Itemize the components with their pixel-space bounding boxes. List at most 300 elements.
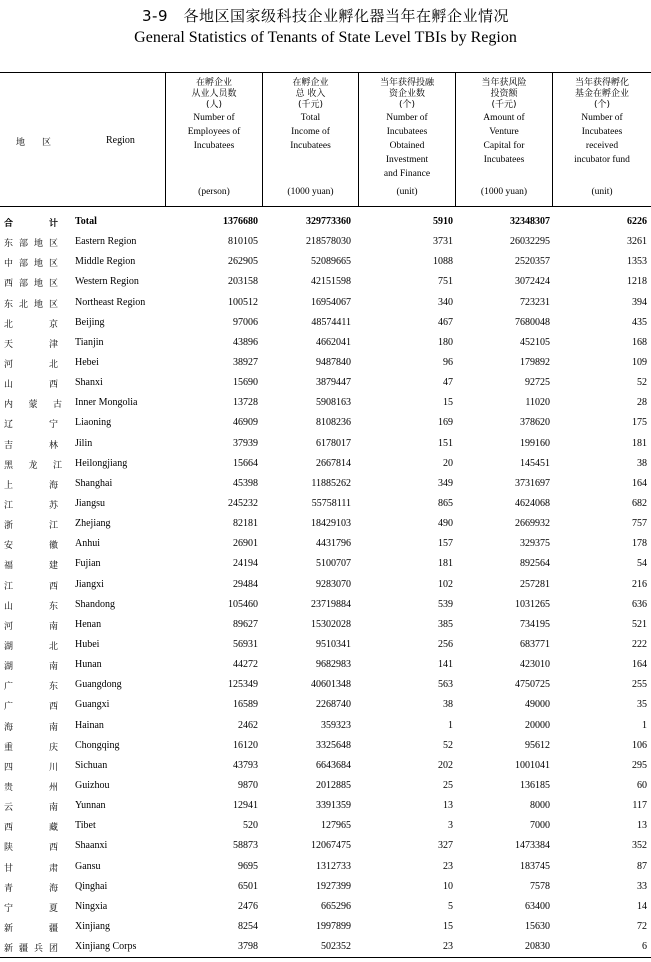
region-name-en: Eastern Region — [75, 236, 137, 248]
region-name-en: Jiangsu — [75, 497, 105, 509]
value-cell: 42151598 — [311, 276, 351, 288]
value-cell: 23 — [443, 941, 453, 953]
value-cell: 6501 — [238, 880, 258, 892]
region-name-en: Heilongjiang — [75, 457, 128, 469]
value-cell: 26901 — [233, 538, 258, 550]
region-name-en: Yunnan — [75, 800, 106, 812]
value-cell: 2462 — [238, 719, 258, 731]
table-row — [0, 757, 651, 777]
value-cell: 563 — [438, 679, 453, 691]
value-cell: 92725 — [525, 377, 550, 389]
column-unit: (unit) — [396, 187, 418, 197]
table-body — [0, 213, 651, 958]
region-name-cn: 河北 — [4, 359, 58, 370]
column-unit: (person) — [198, 187, 230, 197]
value-cell: 255 — [632, 679, 647, 691]
value-cell: 352 — [632, 840, 647, 852]
region-name-cn: 北京 — [4, 319, 58, 330]
value-cell: 12067475 — [311, 840, 351, 852]
region-name-cn: 天津 — [4, 339, 58, 350]
value-cell: 199160 — [520, 437, 550, 449]
value-cell: 6 — [642, 941, 647, 953]
table-row — [0, 837, 651, 857]
value-cell: 15 — [443, 920, 453, 932]
column-header-cn-line: 总 收入 — [295, 89, 326, 99]
table-row — [0, 656, 651, 676]
value-cell: 3261 — [627, 236, 647, 248]
region-name-cn: 河南 — [4, 621, 58, 632]
value-cell: 665296 — [321, 900, 351, 912]
value-cell: 8000 — [530, 800, 550, 812]
region-name-cn: 中部地区 — [4, 259, 58, 270]
table-row — [0, 616, 651, 636]
value-cell: 1997899 — [316, 920, 351, 932]
region-name-en: Total — [75, 216, 97, 227]
value-cell: 145451 — [520, 457, 550, 469]
value-cell: 12941 — [233, 800, 258, 812]
value-cell: 49000 — [525, 699, 550, 711]
value-cell: 257281 — [520, 578, 550, 590]
value-cell: 2667814 — [316, 457, 351, 469]
value-cell: 520 — [243, 820, 258, 832]
value-cell: 38 — [443, 699, 453, 711]
value-cell: 394 — [632, 296, 647, 308]
column-header-en-line: Number of — [386, 113, 428, 123]
region-name-cn: 东部地区 — [4, 239, 58, 250]
value-cell: 222 — [632, 638, 647, 650]
value-cell: 1 — [642, 719, 647, 731]
value-cell: 48574411 — [311, 316, 351, 328]
region-name-en: Xinjiang Corps — [75, 941, 137, 953]
value-cell: 5 — [448, 900, 453, 912]
table-row — [0, 898, 651, 918]
value-cell: 26032295 — [510, 236, 550, 248]
value-cell: 9283070 — [316, 578, 351, 590]
region-name-cn: 江西 — [4, 581, 58, 592]
column-header — [456, 78, 552, 167]
column-header-en-line: Capital for — [483, 141, 525, 151]
region-name-cn: 云南 — [4, 803, 58, 814]
value-cell: 38927 — [233, 356, 258, 368]
value-cell: 43793 — [233, 759, 258, 771]
value-cell: 452105 — [520, 336, 550, 348]
value-cell: 203158 — [228, 276, 258, 288]
value-cell: 46909 — [233, 417, 258, 429]
region-name-cn: 四川 — [4, 762, 58, 773]
value-cell: 2669932 — [515, 518, 550, 530]
value-cell: 5908163 — [316, 397, 351, 409]
table-row — [0, 858, 651, 878]
region-name-cn: 湖南 — [4, 662, 58, 673]
value-cell: 44272 — [233, 659, 258, 671]
value-cell: 216 — [632, 578, 647, 590]
region-name-en: Tibet — [75, 820, 96, 832]
table-row — [0, 394, 651, 414]
region-name-en: Inner Mongolia — [75, 397, 138, 409]
table-row — [0, 334, 651, 354]
table-row — [0, 233, 651, 253]
region-name-en: Hainan — [75, 719, 104, 731]
top-rule — [0, 72, 651, 73]
column-header-en-line: Employees of — [187, 127, 241, 137]
value-cell: 3798 — [238, 941, 258, 953]
value-cell: 1312733 — [316, 860, 351, 872]
column-header — [359, 78, 455, 181]
table-row — [0, 797, 651, 817]
region-name-en: Hebei — [75, 356, 99, 368]
value-cell: 502352 — [321, 941, 351, 953]
table-row — [0, 475, 651, 495]
value-cell: 9870 — [238, 779, 258, 791]
value-cell: 180 — [438, 336, 453, 348]
value-cell: 14 — [637, 900, 647, 912]
region-name-cn: 山西 — [4, 380, 58, 391]
column-header-en-line: Incubatees — [483, 155, 525, 165]
value-cell: 6178017 — [316, 437, 351, 449]
column-header-en-line: Income of — [291, 127, 330, 137]
value-cell: 16120 — [233, 739, 258, 751]
value-cell: 218578030 — [306, 236, 351, 248]
region-header-en: Region — [106, 135, 135, 146]
value-cell: 16589 — [233, 699, 258, 711]
value-cell: 54 — [637, 558, 647, 570]
value-cell: 1927399 — [316, 880, 351, 892]
column-header — [166, 78, 262, 153]
table-row — [0, 435, 651, 455]
value-cell: 2012885 — [316, 779, 351, 791]
value-cell: 245232 — [228, 497, 258, 509]
table-row — [0, 273, 651, 293]
value-cell: 15690 — [233, 377, 258, 389]
region-name-cn: 合计 — [4, 219, 58, 229]
region-name-en: Anhui — [75, 538, 100, 550]
region-name-cn: 贵州 — [4, 782, 58, 793]
value-cell: 87 — [637, 860, 647, 872]
value-cell: 9695 — [238, 860, 258, 872]
value-cell: 15630 — [525, 920, 550, 932]
table-row — [0, 878, 651, 898]
column-header-cn-line: 当年获风险 — [481, 78, 527, 88]
region-name-en: Henan — [75, 618, 102, 630]
column-header-en-line: Incubatees — [581, 127, 623, 137]
table-title-en: General Statistics of Tenants of State Level TBIs by Region — [134, 29, 517, 46]
value-cell: 141 — [438, 659, 453, 671]
value-cell: 3325648 — [316, 739, 351, 751]
table-row — [0, 777, 651, 797]
column-header-cn-line: (人) — [205, 100, 223, 110]
column-header-cn-line: (个) — [593, 100, 611, 110]
table-row — [0, 596, 651, 616]
value-cell: 105460 — [228, 598, 258, 610]
region-name-en: Shanxi — [75, 377, 103, 389]
table-row — [0, 576, 651, 596]
value-cell: 682 — [632, 497, 647, 509]
table-row — [0, 676, 651, 696]
value-cell: 82181 — [233, 518, 258, 530]
value-cell: 35 — [637, 699, 647, 711]
column-header-en-line: incubator fund — [574, 155, 630, 165]
column-header-cn-line: 投资额 — [490, 89, 518, 99]
column-unit: (1000 yuan) — [480, 187, 528, 197]
value-cell: 8254 — [238, 920, 258, 932]
column-unit: (unit) — [591, 187, 613, 197]
value-cell: 45398 — [233, 477, 258, 489]
column-header-en-line: Incubatees — [386, 127, 428, 137]
region-name-cn: 浙江 — [4, 521, 58, 532]
column-header-en-line: Total — [300, 113, 321, 123]
region-name-en: Gansu — [75, 860, 101, 872]
region-name-cn: 福建 — [4, 561, 58, 572]
value-cell: 865 — [438, 497, 453, 509]
value-cell: 467 — [438, 316, 453, 328]
region-name-en: Middle Region — [75, 256, 136, 268]
value-cell: 2268740 — [316, 699, 351, 711]
value-cell: 4431796 — [316, 538, 351, 550]
column-header-cn-line: (千元) — [491, 100, 517, 110]
value-cell: 13728 — [233, 397, 258, 409]
region-name-cn: 东北地区 — [4, 299, 58, 310]
value-cell: 15664 — [233, 457, 258, 469]
value-cell: 178 — [632, 538, 647, 550]
table-row — [0, 374, 651, 394]
region-name-cn: 江苏 — [4, 500, 58, 511]
value-cell: 262905 — [228, 256, 258, 268]
value-cell: 256 — [438, 638, 453, 650]
value-cell: 106 — [632, 739, 647, 751]
region-name-cn: 吉林 — [4, 440, 58, 451]
value-cell: 751 — [438, 276, 453, 288]
value-cell: 89627 — [233, 618, 258, 630]
value-cell: 29484 — [233, 578, 258, 590]
region-name-en: Shanghai — [75, 477, 113, 489]
column-header-en-line: Investment — [385, 155, 429, 165]
value-cell: 3 — [448, 820, 453, 832]
value-cell: 7680048 — [515, 316, 550, 328]
region-name-en: Beijing — [75, 316, 105, 328]
value-cell: 435 — [632, 316, 647, 328]
value-cell: 56931 — [233, 638, 258, 650]
column-header-en-line: Obtained — [389, 141, 425, 151]
value-cell: 3072424 — [515, 276, 550, 288]
value-cell: 6643684 — [316, 759, 351, 771]
value-cell: 125349 — [228, 679, 258, 691]
value-cell: 52 — [443, 739, 453, 751]
value-cell: 892564 — [520, 558, 550, 570]
value-cell: 295 — [632, 759, 647, 771]
value-cell: 179892 — [520, 356, 550, 368]
value-cell: 15302028 — [311, 618, 351, 630]
value-cell: 23719884 — [311, 598, 351, 610]
value-cell: 490 — [438, 518, 453, 530]
column-header-en-line: received — [585, 141, 619, 151]
region-name-cn: 安徽 — [4, 541, 58, 552]
table-row — [0, 737, 651, 757]
header-rule — [0, 206, 651, 207]
value-cell: 4750725 — [515, 679, 550, 691]
table-row — [0, 817, 651, 837]
value-cell: 8108236 — [316, 417, 351, 429]
value-cell: 24194 — [233, 558, 258, 570]
column-header-cn-line: 在孵企业 — [195, 78, 232, 88]
value-cell: 33 — [637, 880, 647, 892]
value-cell: 1031265 — [515, 598, 550, 610]
region-name-en: Guangdong — [75, 679, 122, 691]
value-cell: 636 — [632, 598, 647, 610]
region-name-en: Jilin — [75, 437, 93, 449]
value-cell: 1218 — [627, 276, 647, 288]
value-cell: 385 — [438, 618, 453, 630]
table-row — [0, 636, 651, 656]
column-header-en-line: Number of — [193, 113, 235, 123]
region-name-cn: 西藏 — [4, 823, 58, 834]
value-cell: 202 — [438, 759, 453, 771]
region-name-cn: 上海 — [4, 480, 58, 491]
value-cell: 97006 — [233, 316, 258, 328]
table-row — [0, 696, 651, 716]
column-header-en-line: Amount of — [483, 113, 525, 123]
table-row — [0, 253, 651, 273]
value-cell: 168 — [632, 336, 647, 348]
column-header — [553, 78, 651, 167]
region-name-cn: 湖北 — [4, 641, 58, 652]
table-row — [0, 414, 651, 434]
value-cell: 7578 — [530, 880, 550, 892]
table-row — [0, 213, 651, 233]
value-cell: 3731697 — [515, 477, 550, 489]
table-row — [0, 938, 651, 958]
value-cell: 7000 — [530, 820, 550, 832]
table-row — [0, 354, 651, 374]
value-cell: 63400 — [525, 900, 550, 912]
value-cell: 539 — [438, 598, 453, 610]
region-name-cn: 新疆 — [4, 923, 58, 934]
value-cell: 72 — [637, 920, 647, 932]
column-header-en-line: Venture — [489, 127, 519, 137]
value-cell: 136185 — [520, 779, 550, 791]
value-cell: 25 — [443, 779, 453, 791]
value-cell: 378620 — [520, 417, 550, 429]
value-cell: 127965 — [321, 820, 351, 832]
column-header-en-line: Number of — [581, 113, 623, 123]
value-cell: 1473384 — [515, 840, 550, 852]
region-name-en: Chongqing — [75, 739, 120, 751]
column-header-cn-line: 当年获得投融 — [379, 78, 434, 88]
region-name-cn: 青海 — [4, 883, 58, 894]
value-cell: 38 — [637, 457, 647, 469]
value-cell: 28 — [637, 397, 647, 409]
value-cell: 329375 — [520, 538, 550, 550]
value-cell: 175 — [632, 417, 647, 429]
region-name-en: Zhejiang — [75, 518, 111, 530]
value-cell: 4662041 — [316, 336, 351, 348]
value-cell: 9682983 — [316, 659, 351, 671]
value-cell: 9510341 — [316, 638, 351, 650]
region-name-cn: 甘肃 — [4, 863, 58, 874]
value-cell: 164 — [632, 477, 647, 489]
value-cell: 327 — [438, 840, 453, 852]
region-name-en: Liaoning — [75, 417, 112, 429]
value-cell: 164 — [632, 659, 647, 671]
region-name-cn: 辽宁 — [4, 420, 58, 431]
value-cell: 52089665 — [311, 256, 351, 268]
table-row — [0, 314, 651, 334]
value-cell: 757 — [632, 518, 647, 530]
value-cell: 359323 — [321, 719, 351, 731]
value-cell: 55758111 — [311, 497, 351, 509]
value-cell: 100512 — [228, 296, 258, 308]
value-cell: 43896 — [233, 336, 258, 348]
value-cell: 32348307 — [510, 216, 550, 227]
value-cell: 58873 — [233, 840, 258, 852]
region-name-en: Hunan — [75, 659, 102, 671]
column-header-cn-line: 在孵企业 — [292, 78, 329, 88]
region-name-en: Guangxi — [75, 699, 110, 711]
region-name-en: Guizhou — [75, 779, 110, 791]
value-cell: 2520357 — [515, 256, 550, 268]
value-cell: 1376680 — [223, 216, 258, 227]
column-header-cn-line: (个) — [398, 100, 416, 110]
table-row — [0, 535, 651, 555]
table-row — [0, 455, 651, 475]
region-name-en: Fujian — [75, 558, 101, 570]
value-cell: 109 — [632, 356, 647, 368]
region-name-en: Northeast Region — [75, 296, 146, 308]
region-name-cn: 广东 — [4, 682, 58, 693]
column-header-cn-line: 从业人员数 — [191, 89, 237, 99]
region-name-en: Tianjin — [75, 336, 104, 348]
region-name-cn: 陕西 — [4, 843, 58, 854]
column-header-cn-line: 资企业数 — [388, 89, 425, 99]
value-cell: 183745 — [520, 860, 550, 872]
column-unit: (1000 yuan) — [287, 187, 334, 197]
table-row — [0, 294, 651, 314]
value-cell: 20 — [443, 457, 453, 469]
value-cell: 181 — [632, 437, 647, 449]
column-header-en-line: Incubatees — [193, 141, 235, 151]
value-cell: 1001041 — [515, 759, 550, 771]
region-name-cn: 海南 — [4, 722, 58, 733]
value-cell: 9487840 — [316, 356, 351, 368]
value-cell: 102 — [438, 578, 453, 590]
value-cell: 683771 — [520, 638, 550, 650]
value-cell: 18429103 — [311, 518, 351, 530]
value-cell: 3879447 — [316, 377, 351, 389]
region-name-cn: 宁夏 — [4, 903, 58, 914]
value-cell: 734195 — [520, 618, 550, 630]
table-row — [0, 555, 651, 575]
value-cell: 96 — [443, 356, 453, 368]
value-cell: 117 — [632, 800, 647, 812]
value-cell: 1 — [448, 719, 453, 731]
value-cell: 5910 — [433, 216, 453, 227]
region-name-en: Shandong — [75, 598, 115, 610]
value-cell: 20000 — [525, 719, 550, 731]
value-cell: 151 — [438, 437, 453, 449]
region-name-cn: 内蒙古 — [4, 400, 62, 411]
value-cell: 23 — [443, 860, 453, 872]
table-row — [0, 495, 651, 515]
region-name-cn: 山东 — [4, 601, 58, 612]
value-cell: 40601348 — [311, 679, 351, 691]
region-name-en: Ningxia — [75, 900, 108, 912]
column-header-en-line: and Finance — [383, 169, 431, 179]
region-name-en: Sichuan — [75, 759, 108, 771]
table-row — [0, 717, 651, 737]
value-cell: 13 — [443, 800, 453, 812]
value-cell: 340 — [438, 296, 453, 308]
value-cell: 181 — [438, 558, 453, 570]
region-name-en: Western Region — [75, 276, 139, 288]
